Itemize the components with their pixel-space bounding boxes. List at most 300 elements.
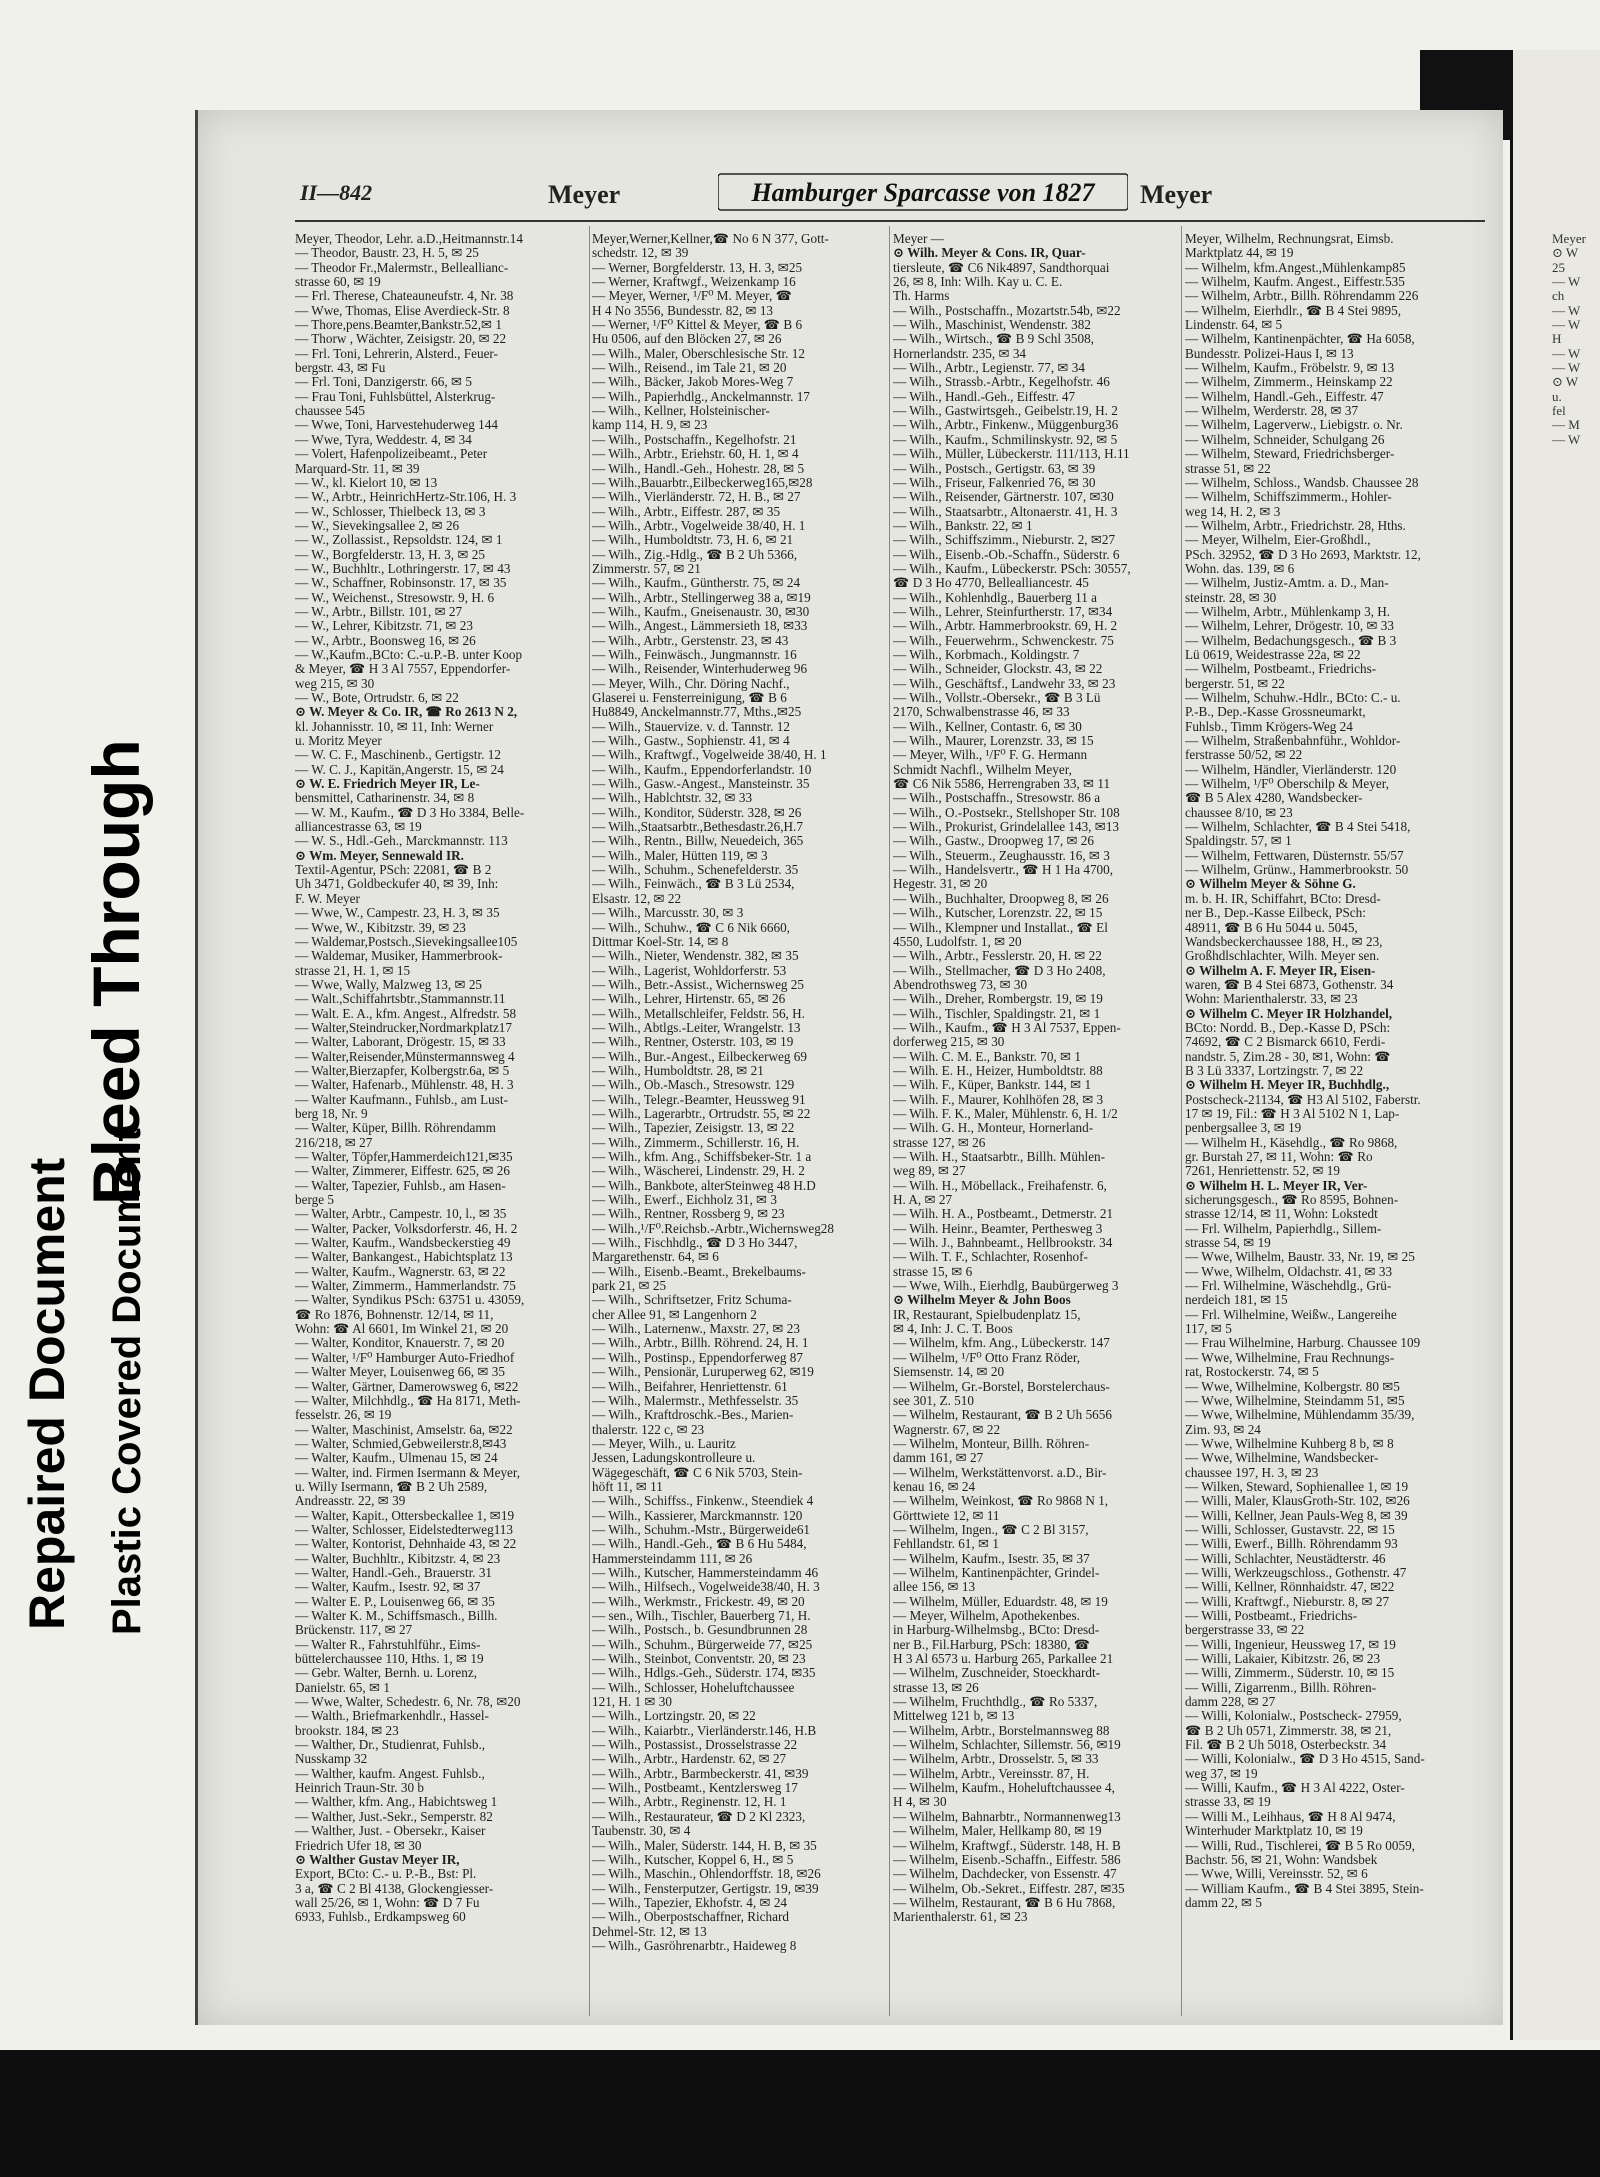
directory-entry-line: — Willi, Schlachter, Neustädterstr. 46	[1185, 1551, 1386, 1566]
directory-entry-line: — W., Zollassist., Repsoldstr. 124, ✉ 1	[295, 533, 503, 548]
directory-entry-line: & Meyer, ☎ H 3 Al 7557, Eppendorfer-	[295, 662, 511, 677]
directory-entry-line: — Wilh., Lehrer, Steinfurtherstr. 17, ✉34	[893, 604, 1113, 619]
directory-entry-line: ⊙ Wm. Meyer, Sennewald IR.	[295, 848, 464, 863]
directory-entry-line: — Wilhelm, Werkstättenvorst. a.D., Bir-	[893, 1465, 1107, 1480]
directory-entry-line: — Wilh., Lortzingstr. 20, ✉ 22	[592, 1709, 756, 1724]
directory-entry-line: — Wilhelm, Restaurant, ☎ B 6 Hu 7868,	[893, 1895, 1116, 1910]
directory-entry-line: — Wwe, Tyra, Weddestr. 4, ✉ 34	[295, 432, 472, 447]
directory-entry-line: — Willi, Ingenieur, Heussweg 17, ✉ 19	[1185, 1637, 1396, 1652]
directory-entry-line: ⊙ Wilh. Meyer & Cons. IR, Quar-	[893, 246, 1086, 261]
directory-entry-line: — Wilh., Kraftwgf., Vogelweide 38/40, H. 1	[592, 748, 827, 763]
directory-entry-line: — Wilhelm, Ob.-Sekret., Eiffestr. 287, ✉35	[893, 1881, 1125, 1896]
directory-entry-line: Schmidt Nachfl., Wilhelm Meyer,	[893, 762, 1072, 777]
directory-entry-line: — Wilh., Kaufm., Lübeckerstr. PSch: 30557,	[893, 561, 1131, 576]
directory-entry-line: — Wilhelm, Monteur, Billh. Röhren-	[893, 1436, 1090, 1451]
directory-entry-line: — W., Schlosser, Thielbeck 13, ✉ 3	[295, 504, 486, 519]
directory-entry-line: — Wilhelm, Eisenb.-Schaffn., Eiffestr. 586	[893, 1852, 1121, 1867]
directory-entry-line: — Frau Wilhelmine, Harburg. Chaussee 109	[1185, 1336, 1421, 1351]
directory-entry-line: Fuhlsb., Timm Krögers-Weg 24	[1185, 719, 1353, 734]
directory-entry-line: — Walter K. M., Schiffsmasch., Billh.	[295, 1609, 498, 1623]
directory-entry-line: 121, H. 1 ✉ 30	[592, 1695, 672, 1710]
directory-entry-line: — Walther, kaufm. Angest. Fuhlsb.,	[295, 1766, 485, 1781]
directory-entry-line: — Wilh., Hilfsech., Vogelweide38/40, H. 3	[592, 1580, 820, 1595]
directory-entry-line: — Walter, Bankangest., Habichtsplatz 13	[295, 1250, 513, 1265]
directory-entry-line: — Wilhelm, Weinkost, ☎ Ro 9868 N 1,	[893, 1494, 1109, 1509]
directory-entry-line: — Walter Kaufmann., Fuhlsb., am Lust-	[295, 1092, 508, 1107]
directory-entry-line: Wandsbeckerchaussee 188, H., ✉ 23,	[1185, 934, 1383, 949]
directory-entry-line: — Wilh., Kellner, Holsteinischer-	[592, 404, 770, 419]
directory-entry-line: — Wilh., Handl.-Geh., ☎ B 6 Hu 5484,	[592, 1537, 807, 1552]
directory-entry-line: — Wilh., Tischler, Spaldingstr. 21, ✉ 1	[893, 1006, 1101, 1021]
directory-entry-line: — Wilh., Stellmacher, ☎ D 3 Ho 2408,	[893, 963, 1106, 978]
directory-entry-line: — W., Sievekingsallee 2, ✉ 26	[295, 518, 460, 533]
directory-entry-line: — Wilh., Pensionär, Luruperweg 62, ✉19	[592, 1365, 814, 1380]
directory-entry-line: — Wilh., Arbtr., Legienstr. 77, ✉ 34	[893, 361, 1085, 376]
directory-entry-line: 2170, Schwalbenstrasse 46, ✉ 33	[893, 705, 1070, 720]
directory-entry-line: Wägegeschäft, ☎ C 6 Nik 5703, Stein-	[592, 1465, 803, 1480]
directory-entry-line: kenau 16, ✉ 24	[893, 1479, 976, 1494]
directory-entry-line: — W., Arbtr., Boonsweg 16, ✉ 26	[295, 633, 476, 648]
directory-entry-line: — Wilh., Feinwäch., ☎ B 3 Lü 2534,	[592, 877, 795, 892]
directory-entry-line: — Frl. Toni, Danzigerstr. 66, ✉ 5	[295, 375, 472, 390]
directory-entry-line: Meyer, Wilhelm, Rechnungsrat, Eimsb.	[1185, 232, 1394, 246]
directory-entry-line: weg 89, ✉ 27	[893, 1164, 966, 1179]
directory-entry-line: — Wilhelm, Schiffszimmerm., Hohler-	[1185, 490, 1392, 505]
directory-entry-line: — Wilh., Kutscher, Hammersteindamm 46	[592, 1565, 819, 1580]
directory-entry-line: — Wilh., Schneider, Glockstr. 43, ✉ 22	[893, 662, 1103, 677]
directory-entry-line: ☎ Ro 1876, Bohnenstr. 12/14, ✉ 11,	[295, 1307, 494, 1322]
directory-entry-line: — Wwe, Wilhelm, Baustr. 33, Nr. 19, ✉ 25	[1185, 1250, 1415, 1265]
directory-entry-line: Dehmel-Str. 12, ✉ 13	[592, 1924, 707, 1939]
directory-entry-line: Zimmerstr. 57, ✉ 21	[592, 561, 701, 576]
directory-entry-line: — Walter, Arbtr., Campestr. 10, l., ✉ 35	[295, 1207, 507, 1222]
directory-entry-line: ✉ 4, Inh: J. C. T. Boos	[893, 1322, 1013, 1337]
directory-entry-line: see 301, Z. 510	[893, 1393, 974, 1408]
directory-entry-line: — Wilh., Zig.-Hdlg., ☎ B 2 Uh 5366,	[592, 547, 798, 562]
directory-entry-line: — Wilhelm, Kantinenpächter, Grindel-	[893, 1565, 1100, 1580]
directory-entry-line: Großhdlschlachter, Wilh. Meyer sen.	[1185, 949, 1380, 964]
directory-entry-line: — Wilhelm, Fettwaren, Düsternstr. 55/57	[1185, 848, 1404, 863]
directory-entry-line: — Meyer, Werner, ¹/F⁰ M. Meyer, ☎	[592, 289, 793, 304]
directory-entry-line: — Walther, kfm. Ang., Habichtsweg 1	[295, 1795, 498, 1810]
directory-entry-line: u. Willy Isermann, ☎ B 2 Uh 2589,	[295, 1479, 488, 1494]
directory-entry-line: — Willi, Schlosser, Gustavstr. 22, ✉ 15	[1185, 1522, 1395, 1537]
directory-entry-line: — Wilhelm, Restaurant, ☎ B 2 Uh 5656	[893, 1408, 1112, 1423]
directory-entry-line: — Wilh., kfm. Ang., Schiffsbeker-Str. 1 a	[592, 1150, 812, 1164]
directory-entry-line: bergerstrasse 33, ✉ 22	[1185, 1623, 1305, 1638]
directory-entry-line: Fehllandstr. 61, ✉ 1	[893, 1537, 999, 1552]
directory-entry-line: ☎ B 2 Uh 0571, Zimmerstr. 38, ✉ 21,	[1185, 1723, 1392, 1738]
directory-entry-line: Wohn: Marienthalerstr. 33, ✉ 23	[1185, 992, 1358, 1007]
directory-entry-line: — Wilh., Kaufm., ☎ H 3 Al 7537, Eppen-	[893, 1020, 1121, 1035]
directory-entry-line: chaussee 8/10, ✉ 23	[1185, 805, 1293, 820]
directory-entry-line: thalerstr. 122 c, ✉ 23	[592, 1422, 705, 1437]
directory-entry-line: — Werner, ¹/F⁰ Kittel & Meyer, ☎ B 6	[592, 318, 803, 333]
directory-entry-line: — Walter, Konditor, Knauerstr. 7, ✉ 20	[295, 1336, 505, 1351]
directory-entry-line: — Wilh., Maler, Oberschlesische Str. 12	[592, 346, 805, 361]
directory-entry-line: höft 11, ✉ 11	[592, 1479, 663, 1494]
directory-entry-line: — Wilh., Klempner und Installat., ☎ El	[893, 920, 1108, 935]
directory-entry-line: — Wilh., Maurer, Lorenzstr. 33, ✉ 15	[893, 734, 1094, 749]
directory-entry-line: — Wilh., Kohlenhdlg., Bauerberg 11 a	[893, 590, 1097, 605]
directory-entry-line: — Wilh., Arbtr., Stellingerweg 38 a, ✉19	[592, 590, 811, 605]
directory-entry-line: 74692, ☎ C 2 Bismarck 6610, Ferdi-	[1185, 1035, 1386, 1050]
directory-entry-line: — William Kaufm., ☎ B 4 Stei 3895, Stein-	[1185, 1881, 1424, 1896]
directory-entry-line: — Wilh., Stauervize. v. d. Tannstr. 12	[592, 719, 790, 734]
directory-entry-line: Wohn. das. 139, ✉ 6	[1185, 561, 1295, 576]
directory-entry-line: — Thore,pens.Beamter,Bankstr.52,✉ 1	[295, 318, 502, 333]
directory-entry-line: — Wilh., Beifahrer, Henriettenstr. 61	[592, 1379, 788, 1394]
directory-entry-line: — W., Lehrer, Kibitzstr. 71, ✉ 23	[295, 619, 473, 634]
directory-entry-line: — Wilh., Kaufm., Güntherstr. 75, ✉ 24	[592, 576, 801, 591]
directory-entry-line: — Willi, Kolonialw., ☎ D 3 Ho 4515, Sand-	[1185, 1752, 1425, 1767]
directory-entry-line: — Wilh., Eisenb.-Ob.-Schaffn., Süderstr. 6	[893, 547, 1120, 562]
page-number: II—842	[300, 180, 373, 205]
directory-entry-line: — Frl. Toni, Lehrerin, Alsterd., Feuer-	[295, 346, 498, 361]
directory-entry-line: — Wilh., Ewerf., Eichholz 31, ✉ 3	[592, 1193, 777, 1208]
directory-entry-line: Dittmar Koel-Str. 14, ✉ 8	[592, 934, 729, 949]
directory-entry-line: — Walter, Schlosser, Eidelstedterweg113	[295, 1522, 513, 1537]
header-keyword-left: Meyer	[548, 180, 621, 209]
directory-entry-line: — Meyer, Wilh., u. Lauritz	[592, 1436, 736, 1451]
directory-entry-line: — Wwe, Wilh., Eierhdlg, Baubürgerweg 3	[893, 1279, 1119, 1294]
directory-entry-line: — Walter, ind. Firmen Isermann & Meyer,	[295, 1465, 521, 1480]
directory-entry-line: — Wilh., Tapezier, Ekhofstr. 4, ✉ 24	[592, 1895, 788, 1910]
directory-entry-line: Danielstr. 65, ✉ 1	[295, 1680, 390, 1695]
directory-entry-line: — W. S., Hdl.-Geh., Marckmannstr. 113	[295, 834, 508, 849]
directory-entry-line: — W., Arbtr., HeinrichHertz-Str.106, H. 3	[295, 490, 517, 505]
directory-entry-line: — Wilh., Kutscher, Lorenzstr. 22, ✉ 15	[893, 906, 1103, 921]
directory-entry-line: — Wilh., Marcusstr. 30, ✉ 3	[592, 906, 744, 921]
directory-entry-line: — Theodor, Baustr. 23, H. 5, ✉ 25	[295, 246, 479, 261]
directory-entry-line: — Wilh., Bankbote, alterSteinweg 48 H.D	[592, 1178, 816, 1193]
directory-entry-line: — Wilh., Schuhw., ☎ C 6 Nik 6660,	[592, 920, 790, 935]
directory-entry-line: — Wilh., Reisend., im Tale 21, ✉ 20	[592, 361, 787, 376]
directory-entry-line: strasse 12/14, ✉ 11, Wohn: Lokstedt	[1185, 1207, 1378, 1222]
directory-entry-line: kl. Johannisstr. 10, ✉ 11, Inh: Werner	[295, 719, 494, 734]
directory-entry-line: in Harburg-Wilhelmsbg., BCto: Dresd-	[893, 1623, 1100, 1638]
directory-entry-line: — Wilh., Rentn., Billw, Neuedeich, 365	[592, 834, 804, 849]
directory-entry-line: damm 228, ✉ 27	[1185, 1695, 1276, 1710]
directory-entry-line: — Wilh., Arbtr., Reginenstr. 12, H. 1	[592, 1795, 787, 1810]
directory-entry-line: — Wwe, Toni, Harvestehuderweg 144	[295, 418, 498, 433]
directory-entry-line: — Walter, Gärtner, Damerowsweg 6, ✉22	[295, 1379, 519, 1394]
directory-entry-line: — Wilhelm, Arbtr., Drosselstr. 5, ✉ 33	[893, 1752, 1099, 1767]
directory-entry-line: — Wilh. Heinr., Beamter, Perthesweg 3	[893, 1221, 1103, 1236]
directory-entry-line: ☎ D 3 Ho 4770, Bellealliancestr. 45	[893, 576, 1089, 591]
directory-entry-line: — Wilh., Schlosser, Hoheluftchaussee	[592, 1680, 795, 1695]
directory-entry-line: P.-B., Dep.-Kasse Grossneumarkt,	[1185, 705, 1366, 720]
directory-entry-line: — Frl. Wilhelm, Papierhdlg., Sillem-	[1185, 1221, 1382, 1236]
directory-entry-line: rat, Rostockerstr. 74, ✉ 5	[1185, 1365, 1319, 1380]
directory-entry-line: Textil-Agentur, PSch: 22081, ☎ B 2	[295, 863, 492, 878]
directory-entry-line: B 3 Lü 3337, Lortzingstr. 7, ✉ 22	[1185, 1063, 1364, 1078]
directory-entry-line: — Wilhelm, ¹/F⁰ Oberschilp & Meyer,	[1185, 777, 1389, 792]
directory-entry-line: bergstr. 43, ✉ Fu	[295, 361, 386, 376]
directory-entry-line: — Walter, Packer, Volksdorferstr. 46, H. 2	[295, 1221, 518, 1236]
header-keyword-right: Meyer	[1140, 180, 1213, 209]
directory-entry-line: — Walter, Hafenarb., Mühlenstr. 48, H. 3	[295, 1078, 514, 1093]
directory-entry-line: — Walter, Kaufm., Wagnerstr. 63, ✉ 22	[295, 1264, 506, 1279]
directory-entry-line: — Wilh., Schiffss., Finkenw., Steendiek 4	[592, 1494, 814, 1509]
directory-entry-line: fesselstr. 26, ✉ 19	[295, 1408, 392, 1423]
directory-entry-line: waren, ☎ B 4 Stei 6873, Gothenstr. 34	[1185, 977, 1394, 992]
directory-entry-line: — Wilh., Geschäftsf., Landwehr 33, ✉ 23	[893, 676, 1116, 691]
directory-entry-line: — Walter, Laborant, Drögestr. 15, ✉ 33	[295, 1035, 506, 1050]
directory-entry-line: — Wilh.,Bauarbtr.,Eilbeckerweg165,✉28	[592, 475, 813, 490]
directory-entry-line: chaussee 545	[295, 404, 365, 419]
directory-entry-line: ferstrasse 50/52, ✉ 22	[1185, 748, 1303, 763]
directory-entry-line: Meyer,Werner,Kellner,☎ No 6 N 377, Gott-	[592, 232, 829, 246]
directory-entry-line: — Wilh., Bäcker, Jakob Mores-Weg 7	[592, 375, 794, 390]
directory-entry-line: Brückenstr. 117, ✉ 27	[295, 1623, 413, 1638]
directory-entry-line: — Wilh., Vollstr.-Obersekr., ☎ B 3 Lü	[893, 691, 1101, 705]
directory-entry-line: — Wwe, Wally, Malzweg 13, ✉ 25	[295, 977, 483, 992]
directory-entry-line: — Wilhelm, Schneider, Schulgang 26	[1185, 432, 1385, 447]
directory-entry-line: — Wwe, Walter, Schedestr. 6, Nr. 78, ✉20	[295, 1695, 521, 1710]
directory-entry-line: u. Moritz Meyer	[295, 734, 382, 749]
directory-entry-line: — Wwe, Wilhelmine, Wandsbecker-	[1185, 1451, 1379, 1466]
directory-entry-line: Hu8849, Anckelmannstr.77, Mths.,✉25	[592, 705, 802, 720]
directory-entry-line: F. W. Meyer	[295, 891, 360, 906]
directory-entry-line: 4550, Ludolfstr. 1, ✉ 20	[893, 934, 1022, 949]
directory-entry-line: Marienthalerstr. 61, ✉ 23	[893, 1910, 1028, 1925]
directory-entry-line: Lindenstr. 64, ✉ 5	[1185, 318, 1283, 333]
directory-entry-line: PSch. 32952, ☎ D 3 Ho 2693, Marktstr. 12,	[1185, 547, 1421, 562]
directory-entry-line: — Wilhelm, Handl.-Geh., Eiffestr. 47	[1185, 389, 1384, 404]
directory-entry-line: — Wilhelm, Schloss., Wandsb. Chaussee 28	[1185, 475, 1419, 490]
directory-entry-line: — Wilhelm, Fruchthdlg., ☎ Ro 5337,	[893, 1695, 1098, 1710]
directory-entry-line: — Wilh., Bankstr. 22, ✉ 1	[893, 518, 1033, 533]
directory-entry-line: strasse 21, H. 1, ✉ 15	[295, 963, 411, 978]
directory-entry-line: Meyer, Theodor, Lehr. a.D.,Heitmannstr.14	[295, 232, 523, 246]
directory-entry-line: Glaserei u. Fensterreinigung, ☎ B 6	[592, 691, 787, 705]
directory-entry-line: — Willi, Zigarrenm., Billh. Röhren-	[1185, 1680, 1377, 1695]
directory-entry-line: — Walther, Just. - Obersekr., Kaiser	[295, 1824, 486, 1839]
directory-entry-line: Wagnerstr. 67, ✉ 22	[893, 1422, 1001, 1437]
directory-entry-line: — Wilhelm, Arbtr., Borstelmannsweg 88	[893, 1723, 1110, 1738]
directory-entry-line: — W. C. F., Maschinenb., Gertigstr. 12	[295, 748, 501, 763]
directory-entry-line: — Wilhelm, Postbeamt., Friedrichs-	[1185, 662, 1377, 677]
directory-entry-line: IR, Restaurant, Spielbudenplatz 15,	[893, 1307, 1081, 1322]
directory-entry-line: berge 5	[295, 1193, 334, 1208]
directory-entry-line: — Willi M., Leihhaus, ☎ H 8 Al 9474,	[1185, 1809, 1396, 1824]
directory-entry-line: — Walth., Briefmarkenhdlr., Hassel-	[295, 1709, 489, 1724]
directory-entry-line: — Wilh., Lagerarbtr., Ortrudstr. 55, ✉ 22	[592, 1106, 811, 1121]
plastic-covered-label: Plastic Covered Document	[105, 1128, 149, 1635]
directory-entry-line: — Wwe, Thomas, Elise Averdieck-Str. 8	[295, 303, 510, 318]
directory-entry-line: — Wilh. J., Bahnbeamt., Hellbrookstr. 34	[893, 1236, 1113, 1251]
directory-entry-line: — Wilhelm, Kaufm., Hoheluftchaussee 4,	[893, 1781, 1115, 1796]
directory-entry-line: — Walter E. P., Louisenweg 66, ✉ 35	[295, 1594, 495, 1609]
directory-entry-line: — Wilh., Metallschleifer, Feldstr. 56, H.	[592, 1006, 805, 1021]
directory-entry-line: — Wilh., Bur.-Angest., Eilbeckerweg 69	[592, 1049, 807, 1064]
directory-entry-line: Nusskamp 32	[295, 1752, 368, 1767]
directory-entry-line: — Wilh., Vierländerstr. 72, H. B., ✉ 27	[592, 490, 801, 505]
directory-entry-line: — W., Borgfelderstr. 13, H. 3, ✉ 25	[295, 547, 485, 562]
directory-entry-line: — Meyer, Wilhelm, Apothekenbes.	[893, 1609, 1080, 1623]
directory-entry-line: strasse 13, ✉ 26	[893, 1680, 979, 1695]
directory-entry-line: — Wilhelm, Lehrer, Drögestr. 10, ✉ 33	[1185, 619, 1394, 634]
directory-entry-line: — Wilh., Gastwirtsgeh., Geibelstr.19, H. 2	[893, 404, 1118, 419]
directory-entry-line: — Wilh., Betr.-Assist., Wichernsweg 25	[592, 977, 804, 992]
directory-entry-line: — Wilh. E. H., Heizer, Humboldtstr. 88	[893, 1063, 1103, 1078]
directory-entry-line: sicherungsgesch., ☎ Ro 8595, Bohnen-	[1185, 1193, 1399, 1208]
directory-entry-line: ⊙ Wilhelm Meyer & Söhne G.	[1185, 877, 1356, 892]
directory-entry-line: — Walther, Dr., Studienrat, Fuhlsb.,	[295, 1738, 486, 1753]
directory-entry-line: — Frl. Therese, Chateauneufstr. 4, Nr. 38	[295, 289, 514, 304]
directory-entry-line: — Wilhelm, Kantinenpächter, ☎ Ha 6058,	[1185, 332, 1415, 347]
directory-entry-line: — Wilh., Postsch., b. Gesundbrunnen 28	[592, 1623, 808, 1638]
directory-entry-line: — W.,Kaufm.,BCto: C.-u.P.-B. unter Koop	[295, 647, 523, 662]
directory-entry-line: — Wilh. C. M. E., Bankstr. 70, ✉ 1	[893, 1049, 1081, 1064]
repaired-document-label: Repaired Document	[19, 1157, 75, 1630]
directory-entry-line: — W., Schaffner, Robinsonstr. 17, ✉ 35	[295, 576, 507, 591]
directory-entry-line: 48911, ☎ B 6 Hu 5044 u. 5045,	[1185, 920, 1358, 935]
directory-entry-line: — Walter, Kontorist, Dehnhaide 43, ✉ 22	[295, 1537, 517, 1552]
directory-entry-line: — Wwe, W., Kibitzstr. 39, ✉ 23	[295, 920, 466, 935]
directory-column-3	[893, 232, 1183, 1925]
directory-entry-line: — Wilh., Arbtr., Gerstenstr. 23, ✉ 43	[592, 633, 789, 648]
directory-entry-line: wall 25/26, ✉ 1, Wohn: ☎ D 7 Fu	[295, 1895, 480, 1910]
directory-entry-line: — Walter, Milchhdlg., ☎ Ha 8171, Meth-	[295, 1393, 521, 1408]
directory-entry-line: — Wilh., Feinwäsch., Jungmannstr. 16	[592, 647, 797, 662]
directory-entry-line: — Wilh., Konditor, Süderstr. 328, ✉ 26	[592, 805, 802, 820]
directory-entry-line: — Wilh., Prokurist, Grindelallee 143, ✉13	[893, 820, 1120, 835]
directory-entry-line: — Willi, Maler, KlausGroth-Str. 102, ✉26	[1185, 1494, 1410, 1509]
directory-entry-line: Export, BCto: C.- u. P.-B., Bst: Pl.	[295, 1867, 477, 1882]
directory-entry-line: — Wilhelm, Kaufm., Fröbelstr. 9, ✉ 13	[1185, 361, 1395, 376]
directory-entry-line: — Wilh., Lehrer, Hirtenstr. 65, ✉ 26	[592, 992, 786, 1007]
directory-entry-line: — Wilh., Wirtsch., ☎ B 9 Schl 3508,	[893, 332, 1094, 347]
directory-entry-line: — Wwe, Wilhelm, Oldachstr. 41, ✉ 33	[1185, 1264, 1393, 1279]
directory-entry-line: — Wilhelm, Steward, Friedrichsberger-	[1185, 447, 1395, 462]
directory-entry-line: — Theodor Fr.,Malermstr., Belleallianc-	[295, 260, 509, 275]
directory-entry-line: — Wilh., Arbtr., Billh. Röhrend. 24, H. 1	[592, 1336, 809, 1351]
directory-entry-line: — Wilh., Gasröhrenarbtr., Haideweg 8	[592, 1938, 797, 1953]
directory-entry-line: chaussee 197, H. 3, ✉ 23	[1185, 1465, 1319, 1480]
directory-entry-line: — W., kl. Kielort 10, ✉ 13	[295, 475, 438, 490]
directory-entry-line: — Walt.,Schiffahrtsbtr.,Stammannstr.11	[295, 992, 506, 1007]
masthead-logo	[718, 170, 1128, 214]
directory-entry-line: Friedrich Ufer 18, ✉ 30	[295, 1838, 422, 1853]
directory-entry-line: — Wilh., Arbtr. Hammerbrookstr. 69, H. 2	[893, 619, 1118, 634]
directory-entry-line: — Wilh., Papierhdlg., Anckelmannstr. 17	[592, 389, 810, 404]
directory-entry-line: — Wilh., Humboldtstr. 73, H. 6, ✉ 21	[592, 533, 794, 548]
directory-entry-line: — Wwe, Wilhelmine, Frau Rechnungs-	[1185, 1350, 1395, 1365]
header-rule	[295, 220, 1485, 222]
directory-entry-line: — Wilh. H., Staatsarbtr., Billh. Mühlen-	[893, 1150, 1106, 1164]
directory-entry-line: — Wilh., Reisender, Gärtnerstr. 107, ✉30	[893, 490, 1114, 505]
directory-entry-line: — Wilh., Gastw., Sophienstr. 41, ✉ 4	[592, 734, 790, 749]
directory-entry-line: dorferweg 215, ✉ 30	[893, 1035, 1005, 1050]
directory-entry-line: — Wilhelm, ¹/F⁰ Otto Franz Röder,	[893, 1350, 1081, 1365]
directory-entry-line: weg 14, H. 2, ✉ 3	[1185, 504, 1281, 519]
directory-entry-line: Margarethenstr. 64, ✉ 6	[592, 1250, 719, 1265]
directory-entry-line: berg 18, Nr. 9	[295, 1106, 368, 1121]
directory-entry-line: — Wilhelm, Lagerverw., Liebigstr. o. Nr.	[1185, 418, 1403, 433]
directory-entry-line: büttelerchaussee 110, Hths. 1, ✉ 19	[295, 1652, 484, 1667]
directory-entry-line: — Wilh., Postschaffn., Stresowstr. 86 a	[893, 791, 1101, 806]
directory-entry-line: — Wilhelm, Dachdecker, von Essenstr. 47	[893, 1867, 1117, 1882]
directory-entry-line: — Walter, Küper, Billh. Röhrendamm	[295, 1121, 496, 1136]
directory-entry-line: — Wilh., Reisender, Winterhuderweg 96	[592, 662, 808, 677]
directory-entry-line: — Wilh., Kaufm., Schmilinskystr. 92, ✉ 5	[893, 432, 1118, 447]
directory-entry-line: — Walter, Syndikus PSch: 63751 u. 43059,	[295, 1293, 525, 1308]
directory-entry-line: strasse 60, ✉ 19	[295, 275, 381, 290]
directory-entry-line: — Wilh., Werkmstr., Frickestr. 49, ✉ 20	[592, 1594, 805, 1609]
directory-entry-line: damm 161, ✉ 27	[893, 1451, 984, 1466]
directory-entry-line: Th. Harms	[893, 289, 950, 304]
directory-entry-line: Fil. ☎ B 2 Uh 5018, Osterbeckstr. 34	[1185, 1738, 1387, 1753]
directory-entry-line: — Wilh., Dreher, Rombergstr. 19, ✉ 19	[893, 992, 1103, 1007]
directory-entry-line: ner B., Fil.Harburg, PSch: 18380, ☎	[893, 1637, 1091, 1652]
directory-entry-line: — Wilh., Staatsarbtr., Altonaerstr. 41, H. 3	[893, 504, 1118, 519]
directory-entry-line: — Gebr. Walter, Bernh. u. Lorenz,	[295, 1666, 478, 1681]
directory-entry-line: — Wilh., Handelsvertr., ☎ H 1 Ha 4700,	[893, 863, 1114, 878]
directory-entry-line: — Wilh., Schiffszimm., Nieburstr. 2, ✉27	[893, 533, 1116, 548]
directory-entry-line: — Wilh., Malermstr., Methfesselstr. 35	[592, 1393, 799, 1408]
directory-entry-line: Taubenstr. 30, ✉ 4	[592, 1824, 691, 1839]
directory-entry-line: — Wilh., Hablchtstr. 32, ✉ 33	[592, 791, 753, 806]
directory-entry-line: — Walter R., Fahrstuhlführ., Eims-	[295, 1637, 481, 1652]
directory-entry-line: 6933, Fuhlsb., Erdkampsweg 60	[295, 1910, 466, 1925]
directory-entry-line: — Wilh., Feuerwehrm., Schwenckestr. 75	[893, 633, 1114, 648]
directory-entry-line: — Meyer, Wilh., ¹/F⁰ F. G. Hermann	[893, 748, 1088, 763]
directory-entry-line: — Wwe, Wilhelmine, Kolbergstr. 80 ✉5	[1185, 1379, 1400, 1394]
directory-entry-line: cher Allee 91, ✉ Langenhorn 2	[592, 1307, 757, 1322]
column-divider	[589, 226, 590, 2016]
directory-entry-line: tiersleute, ☎ C6 Nik4897, Sandthorquai	[893, 260, 1110, 275]
directory-entry-line: — Wilh., Rentner, Osterstr. 103, ✉ 19	[592, 1035, 794, 1050]
directory-entry-line: 3 a, ☎ C 2 Bl 4138, Glockengiesser-	[295, 1881, 494, 1896]
directory-entry-line: — Walter, Zimmerer, Eiffestr. 625, ✉ 26	[295, 1164, 510, 1179]
directory-entry-line: Postscheck-21134, ☎ H3 Al 5102, Faberstr.	[1185, 1092, 1421, 1107]
directory-entry-line: strasse 127, ✉ 26	[893, 1135, 986, 1150]
directory-entry-line: Meyer —	[893, 232, 944, 246]
directory-entry-line: 17 ✉ 19, Fil.: ☎ H 3 Al 5102 N 1, Lap-	[1185, 1106, 1400, 1121]
directory-entry-line: — Wilh., Arbtr., Finkenw., Müggenburg36	[893, 418, 1119, 433]
scanner-bottom-edge	[0, 2050, 1600, 2177]
directory-entry-line: — Wilh., Ob.-Masch., Stresowstr. 129	[592, 1078, 795, 1093]
directory-entry-line: — Wilhelm, Werderstr. 28, ✉ 37	[1185, 404, 1359, 419]
directory-entry-line: — Wilh., Strassb.-Arbtr., Kegelhofstr. 46	[893, 375, 1110, 390]
directory-entry-line: — Thorw , Wächter, Zeisigstr. 20, ✉ 22	[295, 332, 507, 347]
directory-entry-line: — Wilh., Friseur, Falkenried 76, ✉ 30	[893, 475, 1096, 490]
directory-entry-line: — Wilh., Kaufm., Eppendorferlandstr. 10	[592, 762, 812, 777]
directory-entry-line: — Wilh., Abtlgs.-Leiter, Wrangelstr. 13	[592, 1020, 801, 1035]
directory-entry-line: — Willi, Ewerf., Billh. Röhrendamm 93	[1185, 1537, 1398, 1552]
directory-entry-line: — Wilhelm, Arbtr., Friedrichstr. 28, Hths.	[1185, 518, 1406, 533]
directory-entry-line: — Wilh., Gasw.-Angest., Mansteinstr. 35	[592, 777, 810, 792]
directory-entry-line: — Wilh., Arbtr., Eriehstr. 60, H. 1, ✉ 4	[592, 447, 799, 462]
directory-entry-line: — Wilh., Kutscher, Koppel 6, H., ✉ 5	[592, 1852, 794, 1867]
column-divider	[889, 226, 890, 2016]
directory-entry-line: — Wilh., Oberpostschaffner, Richard	[592, 1910, 789, 1925]
directory-column-2	[592, 232, 887, 1953]
directory-entry-line: — Wilhelm, Bahnarbtr., Normannenweg13	[893, 1809, 1121, 1824]
directory-entry-line: — Wilh., Lagerist, Wohldorferstr. 53	[592, 963, 787, 978]
directory-entry-line: — Wilh., Schriftsetzer, Fritz Schuma-	[592, 1293, 792, 1308]
directory-entry-line: — Wilh., Kaufm., Gneisenaustr. 30, ✉30	[592, 604, 810, 619]
directory-entry-line: brookstr. 184, ✉ 23	[295, 1723, 399, 1738]
directory-entry-line: nerdeich 181, ✉ 15	[1185, 1293, 1288, 1308]
directory-entry-line: schedstr. 12, ✉ 39	[592, 246, 689, 261]
bleed-through-label: Bleed Through	[79, 739, 153, 1205]
directory-entry-line: Zim. 93, ✉ 24	[1185, 1422, 1261, 1437]
directory-entry-line: — Wilh., Postsch., Gertigstr. 63, ✉ 39	[893, 461, 1096, 476]
directory-entry-line: weg 215, ✉ 30	[295, 676, 375, 691]
